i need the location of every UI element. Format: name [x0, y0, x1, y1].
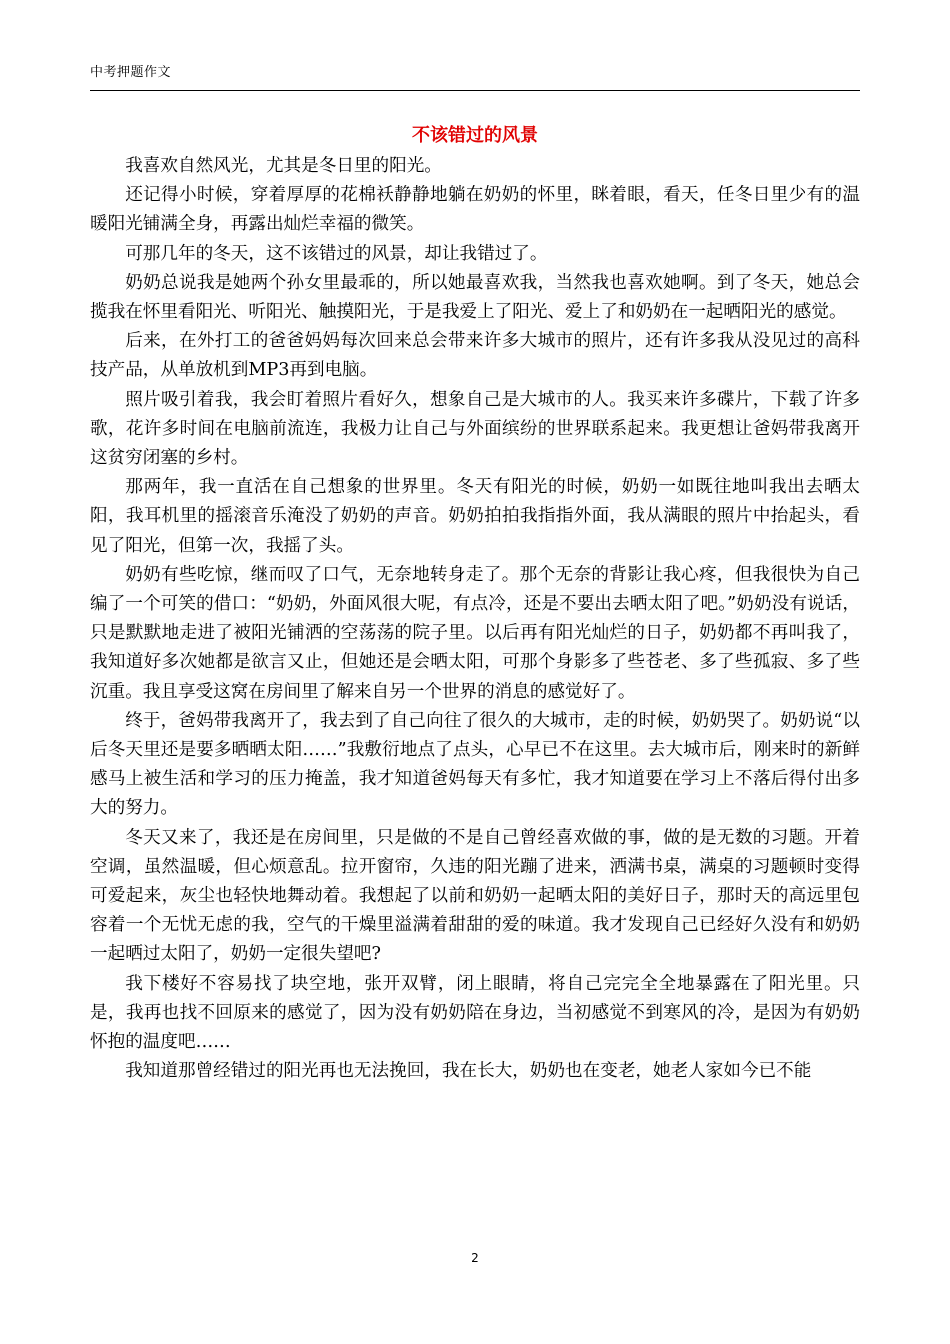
- essay-paragraph: 照片吸引着我，我会盯着照片看好久，想象自己是大城市的人。我买来许多碟片，下载了许多歌，花许多时间在电脑前流连，我极力让自己与外面缤纷的世界联系起来。我更想让爸妈带我离开这贫穷闭塞的乡村。: [90, 389, 860, 469]
- essay-body: [90, 152, 860, 1087]
- essay-paragraph: 可那几年的冬天，这不该错过的风景，却让我错过了。: [125, 243, 548, 264]
- essay-title: 不该错过的风景: [412, 125, 538, 146]
- essay-paragraph: 奶奶总说我是她两个孙女里最乖的，所以她最喜欢我，当然我也喜欢她啊。到了冬天，她总会揽我在怀里看阳光、听阳光、触摸阳光，于是我爱上了阳光、爱上了和奶奶在一起晒阳光的感觉。: [90, 272, 860, 323]
- page-header-label: 中考押题作文: [90, 65, 172, 80]
- essay-paragraph: 奶奶有些吃惊，继而叹了口气，无奈地转身走了。那个无奈的背影让我心疼，但我很快为自己编了一个可笑的借口：“奶奶，外面风很大呢，有点冷，还是不要出去晒太阳了吧。”奶奶没有说话，只是默默地走进了被阳光铺洒的空荡荡的院子里。以后再有阳光灿烂的日子，奶奶都不再叫我了，我知道好多次她都是欲言又止，但她还是会晒太阳，可那个身影多了些苍老、多了些孤寂、多了些沉重。我且享受这窝在房间里了解来自另一个世界的消息的感觉好了。: [90, 564, 860, 702]
- essay-paragraph: 我喜欢自然风光，尤其是冬日里的阳光。: [125, 156, 442, 176]
- essay-paragraph: 我下楼好不容易找了块空地，张开双臂，闭上眼睛，将自己完完全全地暴露在了阳光里。只是，我再也找不回原来的感觉了，因为没有奶奶陪在身边，当初感觉不到寒风的冷，是因为有奶奶怀抱的温度吧……: [90, 973, 860, 1053]
- essay-paragraph: 还记得小时候，穿着厚厚的花棉袄静静地躺在奶奶的怀里，眯着眼，看天，任冬日里少有的温暖阳光铺满全身，再露出灿烂幸福的微笑。: [90, 185, 860, 235]
- header-divider: [90, 90, 860, 91]
- essay-paragraph: 那两年，我一直活在自己想象的世界里。冬天有阳光的时候，奶奶一如既往地叫我出去晒太阳，我耳机里的摇滚音乐淹没了奶奶的声音。奶奶拍拍我指指外面，我从满眼的照片中抬起头，看见了阳光，但第一次，我摇了头。: [90, 477, 860, 556]
- essay-paragraph: 终于，爸妈带我离开了，我去到了自己向往了很久的大城市，走的时候，奶奶哭了。奶奶说“以后冬天里还是要多晒晒太阳……”我敷衍地点了点头，心早已不在这里。去大城市后，刚来时的新鲜感马上被生活和学习的压力掩盖，我才知道爸妈每天有多忙，我才知道要在学习上不落后得付出多大的努力。: [90, 710, 860, 819]
- essay-paragraph: 冬天又来了，我还是在房间里，只是做的不是自己曾经喜欢做的事，做的是无数的习题。开着空调，虽然温暖，但心烦意乱。拉开窗帘，久违的阳光蹦了进来，洒满书桌，满桌的习题顿时变得可爱起来，灰尘也轻快地舞动着。我想起了以前和奶奶一起晒太阳的美好日子，那时天的高远里包容着一个无忧无虑的我，空气的干燥里溢满着甜甜的爱的味道。我才发现自己已经好久没有和奶奶一起晒过太阳了，奶奶一定很失望吧?: [90, 827, 860, 965]
- essay-paragraph: 我知道那曾经错过的阳光再也无法挽回，我在长大，奶奶也在变老，她老人家如今已不能: [125, 1061, 812, 1082]
- page-number: 2: [471, 1251, 479, 1265]
- essay-paragraph: 后来，在外打工的爸爸妈妈每次回来总会带来许多大城市的照片，还有许多我从没见过的高科技产品，从单放机到MP3再到电脑。: [90, 331, 860, 381]
